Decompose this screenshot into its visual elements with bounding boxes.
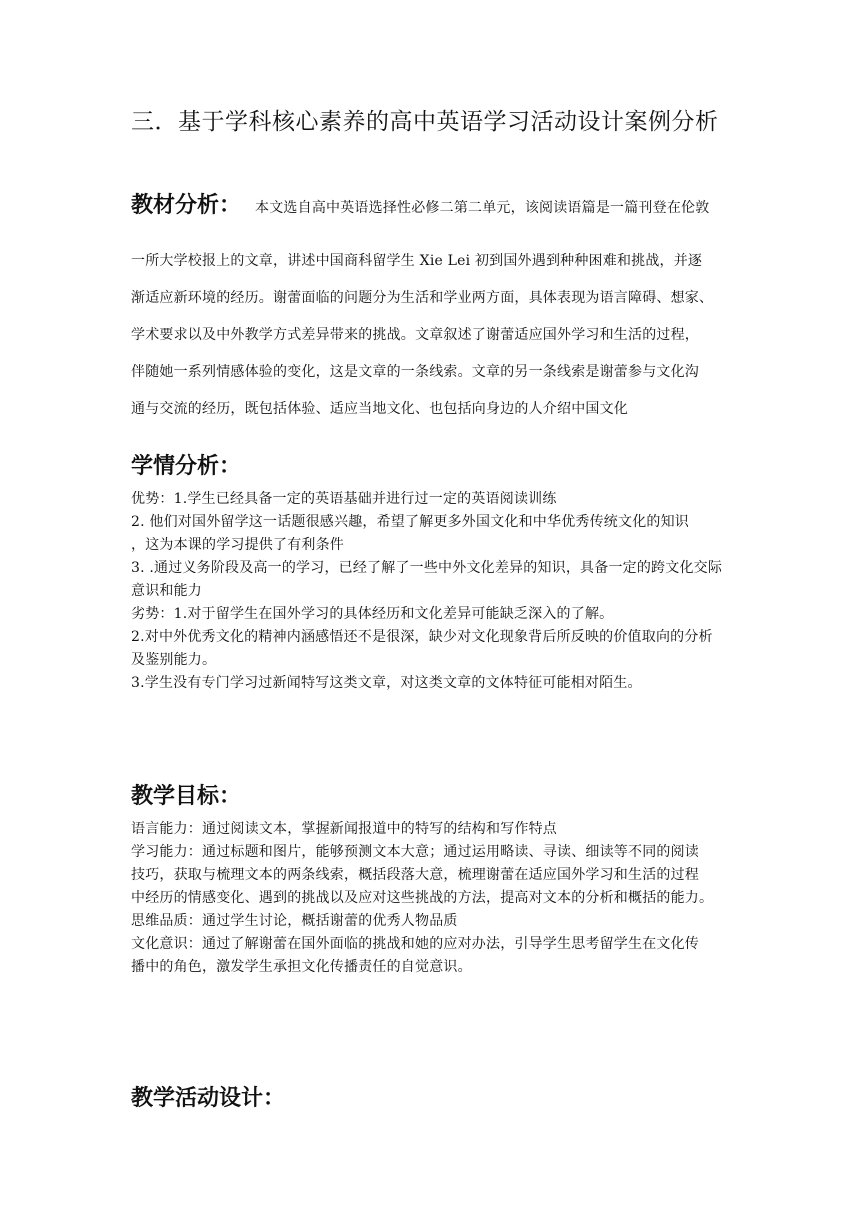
student-line: 2. 他们对国外留学这一话题很感兴趣，希望了解更多外国文化和中华优秀传统文化的知识	[131, 514, 690, 530]
material-line: 一所大学校报上的文章，讲述中国商科留学生 Xie Lei 初到国外遇到种种困难和挑战，并逐	[131, 253, 703, 269]
goal-line: 文化意识：通过了解谢蕾在国外面临的挑战和她的应对办法，引导学生思考留学生在文化传	[131, 936, 699, 952]
material-analysis-heading: 教材分析：	[131, 192, 242, 218]
student-analysis-section	[131, 448, 734, 695]
material-line: 渐适应新环境的经历。谢蕾面临的问题分为生活和学业两方面，具体表现为语言障碍、想家、	[131, 290, 714, 306]
student-line: 优势：1.学生已经具备一定的英语基础并进行过一定的英语阅读训练	[131, 491, 557, 507]
material-line: 伴随她一系列情感体验的变化，这是文章的一条线索。文章的另一条线索是谢蕾参与文化沟	[131, 364, 699, 380]
goal-line: 播中的角色，激发学生承担文化传播责任的自觉意识。	[131, 959, 472, 975]
student-line: 3.学生没有专门学习过新闻特写这类文章，对这类文章的文体特征可能相对陌生。	[131, 675, 642, 691]
material-line: 本文选自高中英语选择性必修二第二单元，该阅读语篇是一篇刊登在伦敦	[255, 200, 710, 216]
activity-design-heading: 教学活动设计：	[131, 1085, 286, 1111]
goal-line: 技巧，获取与梳理文本的两条线索，概括段落大意，梳理谢蕾在适应国外学习和生活的过程	[131, 867, 699, 883]
goal-line: 语言能力：通过阅读文本，掌握新闻报道中的特写的结构和写作特点	[131, 821, 557, 837]
material-analysis-section	[131, 188, 736, 426]
student-line: 劣势：1.对于留学生在国外学习的具体经历和文化差异可能缺乏深入的了解。	[131, 606, 614, 622]
teaching-goals-section	[131, 778, 734, 979]
goal-line: 学习能力：通过标题和图片，能够预测文本大意；通过运用略读、寻读、细读等不同的阅读	[131, 844, 699, 860]
student-analysis-heading: 学情分析：	[131, 453, 242, 479]
material-line: 学术要求以及中外教学方式差异带来的挑战。文章叙述了谢蕾适应国外学习和生活的过程，	[131, 327, 699, 343]
student-line: 及鉴别能力。	[131, 652, 217, 668]
student-line: 3. .通过义务阶段及高一的学习，已经了解了一些中外文化差异的知识，具备一定的跨文化交际	[131, 560, 723, 576]
goal-line: 中经历的情感变化、遇到的挑战以及应对这些挑战的方法，提高对文本的分析和概括的能力。	[131, 890, 714, 906]
activity-design-section	[131, 1080, 734, 1116]
teaching-goals-heading: 教学目标：	[131, 783, 242, 809]
material-line: 通与交流的经历，既包括体验、适应当地文化、也包括向身边的人介绍中国文化	[131, 401, 628, 417]
student-line: 意识和能力	[131, 583, 202, 599]
student-line: 2.对中外优秀文化的精神内涵感悟还不是很深，缺少对文化现象背后所反映的价值取向的分析	[131, 629, 713, 645]
document-title: 三．基于学科核心素养的高中英语学习活动设计案例分析	[131, 109, 719, 135]
goal-line: 思维品质：通过学生讨论，概括谢蕾的优秀人物品质	[131, 913, 458, 929]
student-line: ，这为本课的学习提供了有利条件	[131, 537, 344, 553]
